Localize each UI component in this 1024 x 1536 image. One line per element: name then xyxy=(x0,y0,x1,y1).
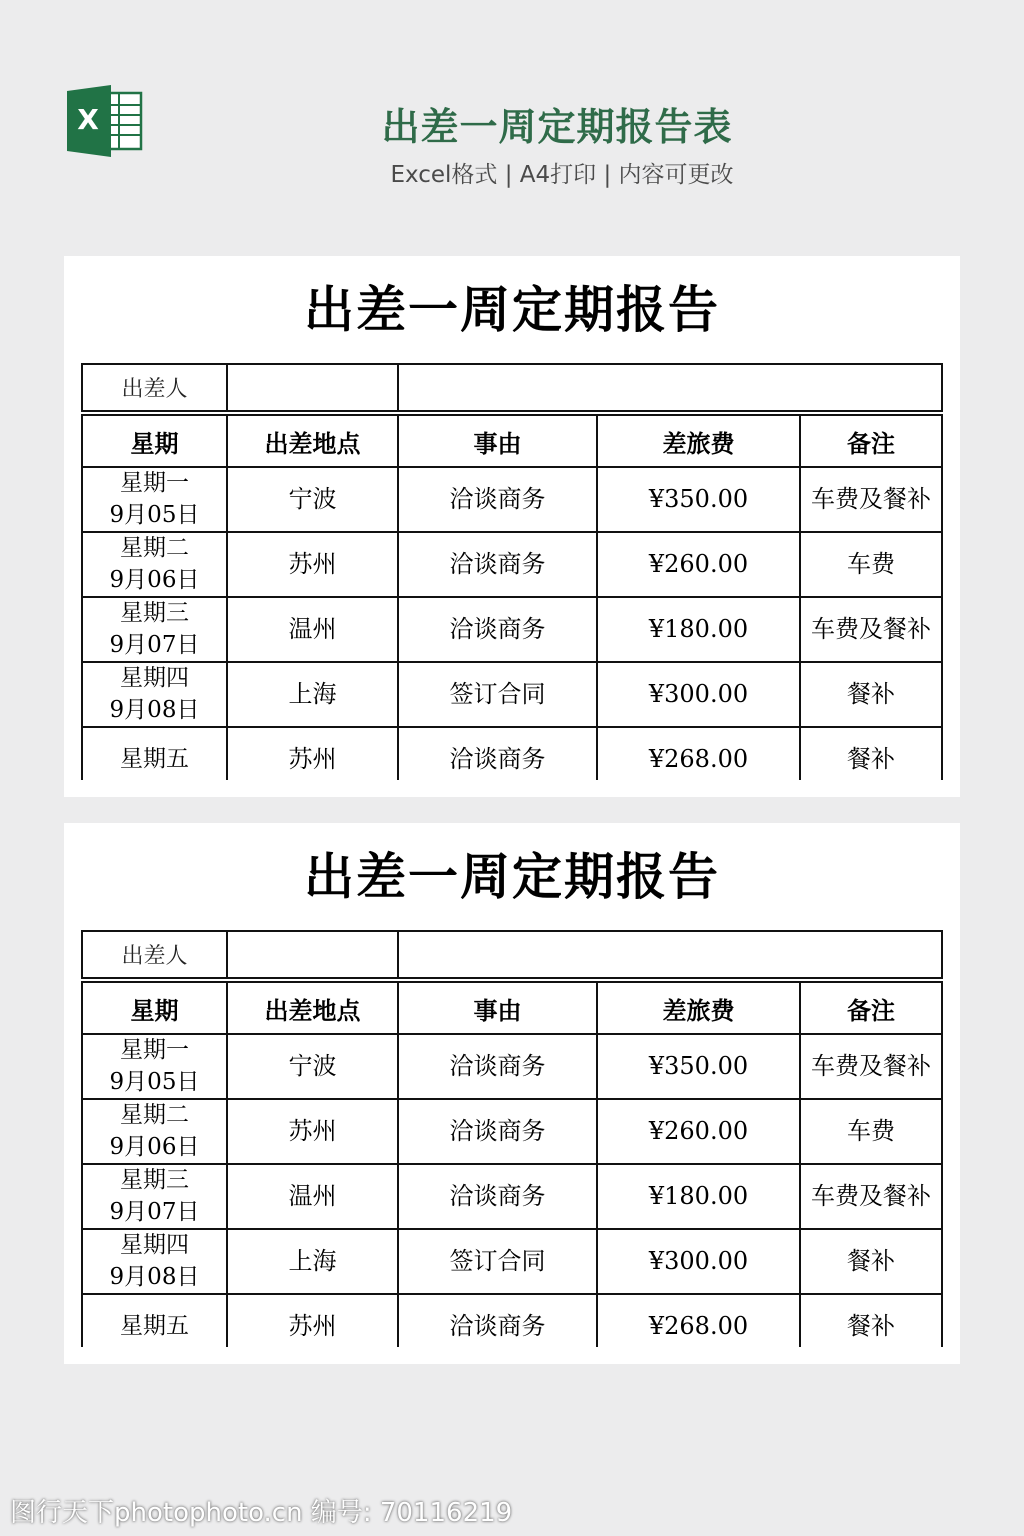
note-cell[interactable]: 车费及餐补 xyxy=(800,467,942,532)
weekday: 星期五 xyxy=(120,1312,189,1339)
reason-cell[interactable]: 签订合同 xyxy=(398,1229,597,1294)
col-header-reason: 事由 xyxy=(398,415,597,467)
date: 9月08日 xyxy=(109,1263,200,1290)
cost-cell[interactable]: ¥268.00 xyxy=(597,1294,800,1347)
weekday: 星期四 xyxy=(120,1232,189,1259)
note-cell[interactable]: 车费 xyxy=(800,532,942,597)
cost-cell[interactable]: ¥300.00 xyxy=(597,1229,800,1294)
weekday: 星期三 xyxy=(120,1167,189,1194)
report-table xyxy=(81,930,943,1347)
col-header-day: 星期 xyxy=(82,982,227,1034)
col-header-note: 备注 xyxy=(800,415,942,467)
traveler-value-cell[interactable] xyxy=(227,364,398,411)
report-table-clip xyxy=(81,930,943,1347)
place-cell[interactable]: 宁波 xyxy=(227,467,398,532)
date: 9月06日 xyxy=(109,1133,200,1160)
place-cell[interactable]: 苏州 xyxy=(227,532,398,597)
table-row xyxy=(82,727,942,780)
table-row xyxy=(82,532,942,597)
col-header-cost: 差旅费 xyxy=(597,982,800,1034)
note-cell[interactable]: 餐补 xyxy=(800,727,942,780)
traveler-value-cell[interactable] xyxy=(227,931,398,978)
col-header-reason: 事由 xyxy=(398,982,597,1034)
day-cell[interactable] xyxy=(82,1294,227,1347)
reason-cell[interactable]: 洽谈商务 xyxy=(398,532,597,597)
day-cell[interactable] xyxy=(82,1034,227,1099)
table-row xyxy=(82,1164,942,1229)
table-row xyxy=(82,597,942,662)
banner-title: 出差一周定期报告表 xyxy=(381,105,733,149)
col-header-cost: 差旅费 xyxy=(597,415,800,467)
traveler-extra-cell[interactable] xyxy=(398,931,942,978)
banner-subtitle: Excel格式 | A4打印 | 内容可更改 xyxy=(390,162,734,188)
place-cell[interactable]: 温州 xyxy=(227,1164,398,1229)
day-cell[interactable] xyxy=(82,467,227,532)
cost-cell[interactable]: ¥180.00 xyxy=(597,1164,800,1229)
place-cell[interactable]: 苏州 xyxy=(227,727,398,780)
note-cell[interactable]: 餐补 xyxy=(800,662,942,727)
traveler-label: 出差人 xyxy=(82,364,227,411)
excel-logo-letter: X xyxy=(77,103,99,136)
place-cell[interactable]: 温州 xyxy=(227,597,398,662)
date: 9月05日 xyxy=(109,1068,200,1095)
traveler-label: 出差人 xyxy=(82,931,227,978)
note-cell[interactable]: 车费 xyxy=(800,1099,942,1164)
place-cell[interactable]: 上海 xyxy=(227,1229,398,1294)
note-cell[interactable]: 车费及餐补 xyxy=(800,1164,942,1229)
place-cell[interactable]: 宁波 xyxy=(227,1034,398,1099)
cost-cell[interactable]: ¥180.00 xyxy=(597,597,800,662)
day-cell[interactable] xyxy=(82,597,227,662)
date: 9月06日 xyxy=(109,566,200,593)
watermark: 图行天下photophoto.cn 编号: 70116219 xyxy=(10,1498,513,1528)
table-row xyxy=(82,1294,942,1347)
reason-cell[interactable]: 洽谈商务 xyxy=(398,1034,597,1099)
place-cell[interactable]: 苏州 xyxy=(227,1099,398,1164)
note-cell[interactable]: 餐补 xyxy=(800,1229,942,1294)
table-row xyxy=(82,662,942,727)
table-row xyxy=(82,1099,942,1164)
weekday: 星期一 xyxy=(120,470,189,497)
traveler-extra-cell[interactable] xyxy=(398,364,942,411)
header-row xyxy=(82,415,942,467)
day-cell[interactable] xyxy=(82,1164,227,1229)
reason-cell[interactable]: 签订合同 xyxy=(398,662,597,727)
weekday: 星期二 xyxy=(120,535,189,562)
reason-cell[interactable]: 洽谈商务 xyxy=(398,467,597,532)
date: 9月07日 xyxy=(109,1198,200,1225)
reason-cell[interactable]: 洽谈商务 xyxy=(398,1164,597,1229)
cost-cell[interactable]: ¥350.00 xyxy=(597,1034,800,1099)
table-row xyxy=(82,467,942,532)
date: 9月08日 xyxy=(109,696,200,723)
reason-cell[interactable]: 洽谈商务 xyxy=(398,1294,597,1347)
weekday: 星期二 xyxy=(120,1102,189,1129)
table-row xyxy=(82,1229,942,1294)
cost-cell[interactable]: ¥350.00 xyxy=(597,467,800,532)
day-cell[interactable] xyxy=(82,662,227,727)
place-cell[interactable]: 上海 xyxy=(227,662,398,727)
reason-cell[interactable]: 洽谈商务 xyxy=(398,1099,597,1164)
report-table-clip xyxy=(81,363,943,780)
weekday: 星期一 xyxy=(120,1037,189,1064)
table-row xyxy=(82,1034,942,1099)
date: 9月07日 xyxy=(109,631,200,658)
report-table xyxy=(81,363,943,780)
day-cell[interactable] xyxy=(82,532,227,597)
weekday: 星期三 xyxy=(120,600,189,627)
day-cell[interactable] xyxy=(82,727,227,780)
cost-cell[interactable]: ¥260.00 xyxy=(597,1099,800,1164)
cost-cell[interactable]: ¥260.00 xyxy=(597,532,800,597)
col-header-place: 出差地点 xyxy=(227,415,398,467)
note-cell[interactable]: 餐补 xyxy=(800,1294,942,1347)
cost-cell[interactable]: ¥300.00 xyxy=(597,662,800,727)
col-header-place: 出差地点 xyxy=(227,982,398,1034)
reason-cell[interactable]: 洽谈商务 xyxy=(398,597,597,662)
sheet-title: 出差一周定期报告 xyxy=(304,280,720,339)
note-cell[interactable]: 车费及餐补 xyxy=(800,597,942,662)
header-row xyxy=(82,982,942,1034)
sheet-preview-2 xyxy=(64,823,960,1364)
cost-cell[interactable]: ¥268.00 xyxy=(597,727,800,780)
day-cell[interactable] xyxy=(82,1229,227,1294)
col-header-note: 备注 xyxy=(800,982,942,1034)
day-cell[interactable] xyxy=(82,1099,227,1164)
date: 9月05日 xyxy=(109,501,200,528)
sheet-title: 出差一周定期报告 xyxy=(304,847,720,906)
note-cell[interactable]: 车费及餐补 xyxy=(800,1034,942,1099)
traveler-row xyxy=(82,364,942,411)
place-cell[interactable]: 苏州 xyxy=(227,1294,398,1347)
col-header-day: 星期 xyxy=(82,415,227,467)
reason-cell[interactable]: 洽谈商务 xyxy=(398,727,597,780)
weekday: 星期四 xyxy=(120,665,189,692)
sheet-preview-1 xyxy=(64,256,960,797)
traveler-row xyxy=(82,931,942,978)
weekday: 星期五 xyxy=(120,745,189,772)
